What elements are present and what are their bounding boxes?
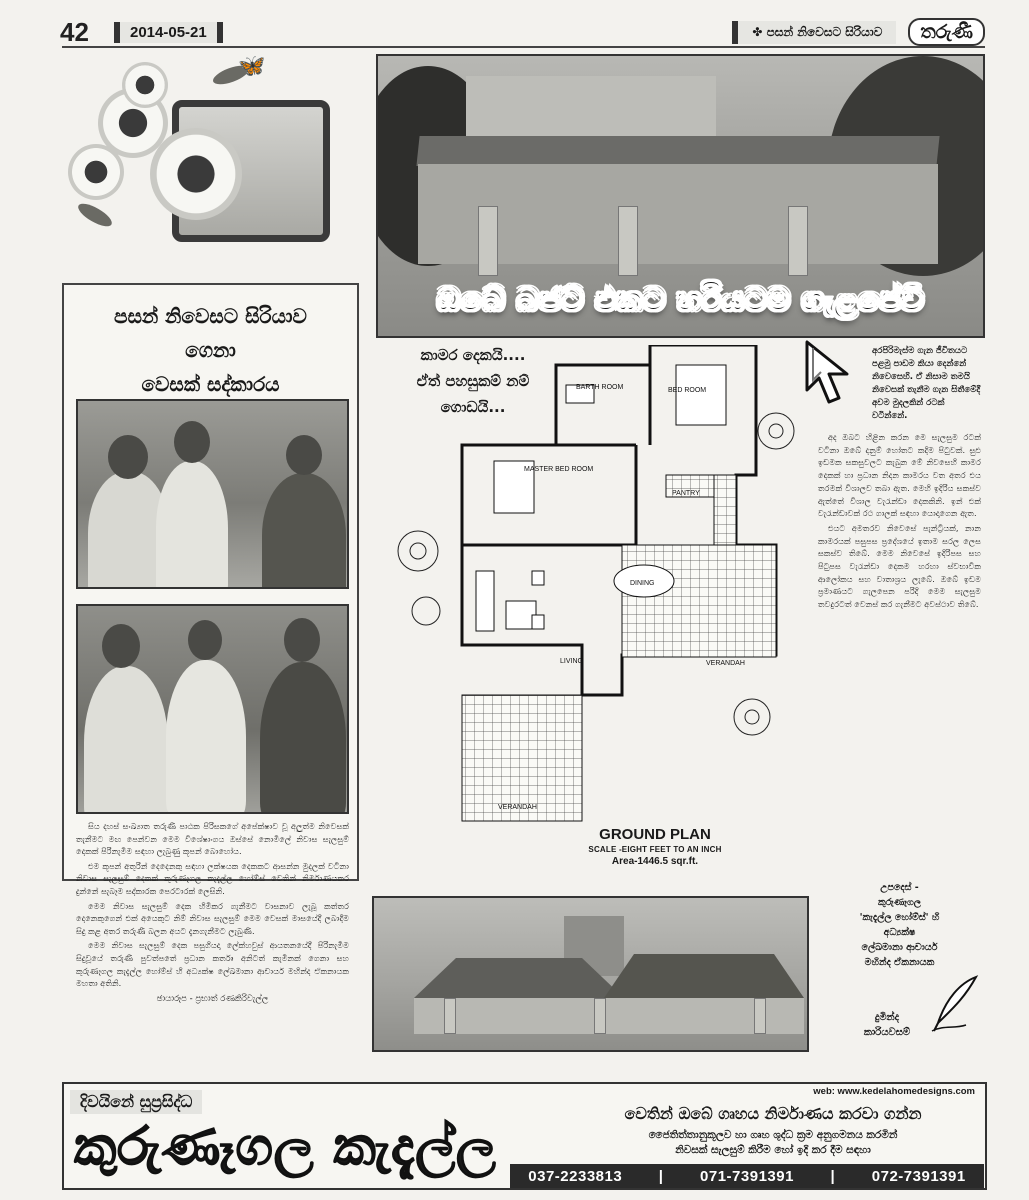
headline: ඔබේ බජට් එකට හරියටම ගැළපේවි	[436, 279, 925, 318]
subhead-line: ඒත් පහසුකම් නම්	[416, 372, 530, 390]
adviser-line: ලේඛමානා ආචාර්ය	[861, 942, 938, 953]
house-pillar	[594, 998, 606, 1034]
person-head	[108, 435, 148, 479]
flower-graphic	[68, 144, 124, 200]
title-line: පසන් නිවෙසට සිරියාව	[114, 304, 307, 328]
phone-number[interactable]: 072-7391391	[871, 1167, 966, 1185]
plan-title: GROUND PLAN	[599, 826, 711, 843]
adviser-line: උපදෙස් -	[880, 882, 919, 893]
plan-scale: SCALE -EIGHT FEET TO AN INCH	[588, 845, 722, 854]
ad-company-name: කුරුණෑගල කැදැල්ල	[74, 1116, 497, 1177]
title-line: වෙසක් සද්කාරය	[141, 372, 280, 396]
issue-date: 2014-05-21	[114, 22, 223, 43]
person-figure	[84, 666, 168, 814]
person-head	[188, 620, 222, 660]
section-label: ✤ පසන් නිවෙසට සිරියාව	[732, 21, 896, 44]
ad-detail-line: නිවසක් සැලසුම් කිරීම හෝ ඉදි කර දීම සඳහා	[675, 1144, 871, 1156]
ad-offer-line: වෙතින් ඔබේ ගෘහය නිර්මාණය කරවා ගන්න	[624, 1104, 922, 1123]
roof-shape	[604, 954, 804, 998]
flower-graphic	[122, 62, 168, 108]
flower-graphic	[150, 128, 242, 220]
paragraph: අද ඔබට හිළින කරන මෙ සැලසුම රටක් වටිනා ඔබේ දනුම් හෝතට කදිම පිටුවක්. සුළු ඉඩමක සකසුවලට කැබුන මේ නිවසෙහි කාමර දෙකක් හා ප්‍රධාන නිදන කාමරය වත අතර එය තරමක් විශාලව තබා ඇත. මෙහි ඉදිරිය සකස්ව ඇත්තේ විශාල වැරැන්ඩා දෙකකිනි. ඉන් එක් වැරැන්ඩාවක් රථ ගාලක් සඳහා යොදාගෙන ඇත.	[818, 432, 981, 519]
room-label: PANTRY	[672, 490, 700, 497]
adviser-credit	[818, 880, 981, 970]
right-column-article	[818, 345, 981, 613]
publication-logo: තරුණී	[908, 18, 985, 46]
writer-credit	[842, 1010, 932, 1040]
phone-number[interactable]: 071-7391391	[700, 1167, 794, 1185]
person-head	[284, 618, 320, 662]
quill-pen-icon	[930, 975, 980, 1033]
ad-website-link[interactable]: web: www.kedelahomedesigns.com	[813, 1086, 975, 1097]
person-head	[174, 421, 210, 463]
subhead-line: ගොඩයි...	[440, 398, 506, 416]
adviser-line: මහින්ද ඒකනායක	[864, 957, 935, 968]
room-label: LIVING	[560, 658, 583, 665]
writer-line: දුමින්ද	[874, 1012, 900, 1023]
paragraph: සිය දහස් සංඛ්‍යාත තරුණී පාඨක පිරිසකගේ අපේක්ෂාව වූ අලුත්ම නිවෙසක් තැනීමට මඟ පෙන්වන මෙම විශේෂාංගය ඔස්සේ නොමිලේ නිවාස සැලසුම් දෙකක් පිරිනැමීම සඳහා ලැබුණු කූපන් බොහෝය.	[76, 821, 349, 857]
plan-area: Area-1446.5 sqr.ft.	[611, 856, 699, 867]
house-render-bottom	[372, 896, 809, 1052]
award-photo-1	[76, 399, 349, 589]
room-label: MASTER BED ROOM	[524, 466, 594, 473]
house-pillar	[444, 998, 456, 1034]
award-photo-2	[76, 604, 349, 814]
adviser-line: කුරුණෑගල	[877, 897, 922, 908]
leaf-graphic	[75, 199, 115, 230]
paragraph: මෙම නිවාස සැලසුම් දෙක හිමිකර ගැනීමට වාසනාව ලැබූ කත්තර දෙනෙකුගෙන් එක් අයෙකුට නිම් නිවාස සැලසුම් මෙම වෙසක් මාසයේදී ලබාදීම සිදු කළ අතර තරුණී බලන අයට දැනගැනීමට ලැබුණි.	[76, 900, 349, 936]
ad-detail-lines	[564, 1128, 982, 1158]
adviser-line: 'කැදැල්ල හෝම්ස්' හි	[859, 912, 940, 923]
photo-credit: ඡායාරූප - ප්‍රභාත් රණකිරිවැල්ල	[156, 993, 269, 1004]
room-label: VERANDAH	[498, 804, 537, 811]
paragraph: මෙම නිවාස සැලසුම් දෙක පසුගියදා ලේක්හවුස් ආයතනයේදී පිරිනැමීම සිදුවූයේ තරුණී පුවත්පතේ ප්‍රධාන කර්තෘ අනිටත් කැමිනක් ගෙනා සහ කුරුණෑගල කැදැල්ල හෝම්ස් හි අධ්‍යක්ෂ ලේඛමානා ආචාර්ය මහින්ද ඒකනායක මහතා අතිනි.	[76, 940, 349, 989]
house-wall	[414, 998, 804, 1034]
left-article-body	[76, 820, 349, 1004]
left-article-title	[64, 285, 357, 401]
flower-decoration	[62, 48, 372, 280]
person-figure	[156, 461, 228, 589]
subhead-line: කාමර දෙකයි....	[420, 346, 526, 364]
writer-line: කාරියවසම්	[863, 1027, 911, 1038]
adviser-line: අධ්‍යක්ෂ	[883, 927, 916, 938]
ad-detail-line: ජෛතිත්තානුකූලව හා ගෘහ ශුද්ධ ක්‍රම අනුගමනය කරමින්	[648, 1129, 898, 1141]
roof-shape	[416, 136, 939, 166]
room-label: BARTH ROOM	[576, 384, 624, 391]
intro-text: අරපිරිමැස්ම ගැන ජීවිතයට පළමු පාඩම කියා දෙන්නේ නිවෙසෙහි. ඒ නිසාම තමයි නිවෙසක් තැනීම ගැන සිතීමේදී අවම මුදලකින් රටක් වටින්නේ.	[872, 346, 981, 421]
room-label: BED ROOM	[668, 387, 707, 394]
phone-number[interactable]: 037-2233813	[528, 1167, 623, 1185]
page-number: 42	[60, 16, 89, 47]
left-article	[62, 283, 359, 1004]
ad-tagline: දිවයිනේ සුප්‍රසිද්ධ	[70, 1090, 202, 1114]
person-figure	[166, 660, 246, 814]
person-figure	[260, 662, 346, 814]
house-pillar	[754, 998, 766, 1034]
person-head	[102, 624, 140, 668]
ad-phone-strip: 037-2233813 | 071-7391391 | 072-7391391	[510, 1164, 984, 1188]
kedella-advertisement	[62, 1082, 987, 1190]
ground-floor-plan	[376, 345, 806, 825]
room-label: DINING	[630, 580, 655, 587]
plan-caption	[560, 826, 750, 867]
paragraph: එම කූපන් අතුරින් දෙදෙනකු සඳහා ලක්ෂයක දෙකකට ආසන්න මුදලක් වටිනා නිවාස සැලසුම් දෙකක් කුරුණෑගල කැදැල්ල හෝම්ස් වෙතින් නිර්මාණයකර දුන්නේ සැබෑම සද්කාරක පෙරටාරක් ලෙසිනි.	[76, 860, 349, 896]
person-figure	[262, 473, 346, 589]
title-line: ගෙනා	[185, 338, 236, 362]
butterfly-icon: 🦋	[238, 54, 266, 79]
person-head	[286, 435, 322, 475]
room-label: VERANDAH	[706, 660, 745, 667]
paragraph: එයට අමතරව නිවෙසේ පැන්ට්‍රියක්, නාන කාමරයක් පසුපස ප්‍රදේශයේ ඉතාම සරල ලෙස සකස්ව තිබේ. මෙම නිවෙසේ ඉදිරිපස සහ පිටුපස වැරැන්ඩා දෙකම හරහා ස්වභාවික ආලෝකය සහ වාතාශ්‍රය ලැබේ. ඔබේ ඉඩම ප්‍රමාණයට ගැලපෙන පරිදි මෙම සැලසුම තවදුරටත් වෙනස් කර ගැනීමට අවස්ථාව තිබේ.	[818, 522, 981, 610]
right-column-body	[818, 431, 981, 611]
